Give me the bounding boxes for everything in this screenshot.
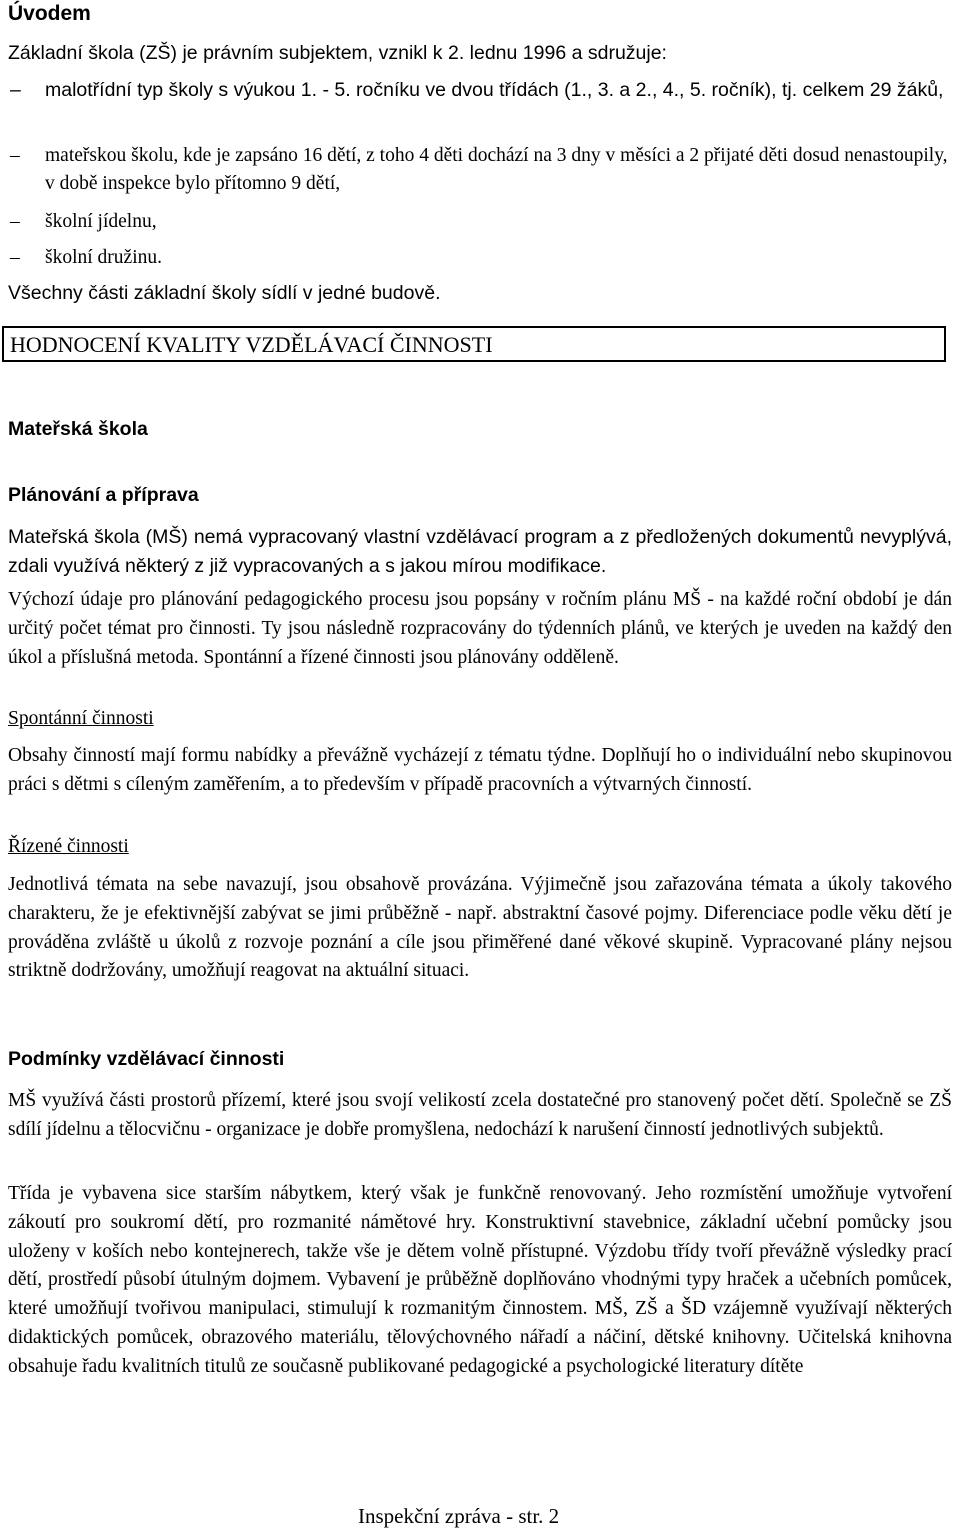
- dash-bullet: –: [10, 247, 20, 268]
- list-item: [8, 208, 952, 236]
- dash-bullet: –: [10, 211, 20, 232]
- list-item-text: malotřídní typ školy s výukou 1. - 5. ročníku ve dvou třídách (1., 3. a 2., 4., 5. ročník), tj. celkem 29 žáků,: [45, 79, 944, 101]
- section-title-box: [2, 326, 946, 362]
- list-item-text: mateřskou školu, kde je zapsáno 16 dětí, z toho 4 děti dochází na 3 dny v měsíci a 2 přijaté děti dosud nenastoupily, v době inspekce bylo přítomno 9 dětí,: [45, 145, 948, 194]
- directed-heading: Řízené činnosti: [8, 836, 129, 857]
- intro-bullet-list: [8, 76, 952, 272]
- dash-bullet: –: [10, 145, 20, 166]
- planning-paragraph-1: Mateřská škola (MŠ) nemá vypracovaný vlastní vzdělávací program a z předložených dokumentů nevyplývá, zdali využívá některý z již vypracovaných a s jakou mírou modifikace.: [8, 526, 952, 577]
- list-item: [8, 142, 952, 198]
- conditions-heading: Podmínky vzdělávací činnosti: [8, 1048, 285, 1070]
- page-footer: Inspekční zpráva - str. 2: [358, 1504, 560, 1528]
- list-item: [8, 76, 952, 132]
- ms-title: Mateřská škola: [8, 418, 148, 440]
- dash-bullet: –: [10, 79, 21, 101]
- intro-line: Základní škola (ZŠ) je právním subjektem, vznikl k 2. lednu 1996 a sdružuje:: [8, 42, 667, 64]
- spontaneous-heading: Spontánní činnosti: [8, 708, 154, 729]
- conditions-paragraph-1: MŠ využívá části prostorů přízemí, které jsou svojí velikostí zcela dostatečné pro stanovený počet dětí. Společně se ZŠ sdílí jídelnu a tělocvičnu - organizace je dobře promyšlena, nedochází k narušení činností jednotlivých subjektů.: [8, 1090, 952, 1140]
- list-item-text: školní jídelnu,: [45, 211, 157, 232]
- planning-paragraph-2: Výchozí údaje pro plánování pedagogického procesu jsou popsány v ročním plánu MŠ - na každé roční období je dán určitý počet témat pro činnosti. Ty jsou následně rozpracovány do týdenních plánů, ve kterých je uveden na každý den úkol a příslušná metoda. Spontánní a řízené činnosti jsou plánovány odděleně.: [8, 589, 952, 668]
- spontaneous-paragraph: Obsahy činností mají formu nabídky a převážně vycházejí z tématu týdne. Doplňují ho o individuální nebo skupinovou práci s dětmi s cíleným zaměřením, a to především v případě pracovních a výtvarných činností.: [8, 745, 952, 795]
- list-item: [8, 244, 952, 272]
- all-parts-sentence: Všechny části základní školy sídlí v jedné budově.: [8, 282, 441, 304]
- conditions-paragraph-2: Třída je vybavena sice starším nábytkem, který však je funkčně renovovaný. Jeho rozmístění umožňuje vytvoření zákoutí pro soukromí dětí, pro rozmanité námětové hry. Konstruktivní stavebnice, základní učební pomůcky jsou uloženy v koších nebo kontejnerech, takže vše je dětem volně přístupné. Výzdobu třídy tvoří převážně výsledky prací dětí, prostředí působí útulným dojmem. Vybavení je průběžně doplňováno vhodnými typy hraček a učebních pomůcek, které umožňují tvořivou manipulaci, stimulují k rozmanitým činnostem. MŠ, ZŠ a ŠD vzájemně využívají některých didaktických pomůcek, obrazového materiálu, tělovýchovného nářadí a náčiní, dětské knihovny. Učitelská knihovna obsahuje řadu kvalitních titulů ze současně publikované pedagogické a psychologické literatury dítěte: [8, 1183, 952, 1377]
- planning-heading: Plánování a příprava: [8, 484, 199, 506]
- list-item-text: školní družinu.: [45, 247, 162, 268]
- intro-heading: Úvodem: [8, 2, 91, 25]
- directed-paragraph: Jednotlivá témata na sebe navazují, jsou obsahově provázána. Výjimečně jsou zařazována témata a úkoly takového charakteru, že je efektivnější zabývat se jimi průběžně - např. abstraktní časové pojmy. Diferenciace podle věku dětí je prováděna zvláště u úkolů z rozvoje poznání a cíle jsou přiměřené dané věkové skupině. Vypracované plány nejsou striktně dodržovány, umožňují reagovat na aktuální situaci.: [8, 874, 952, 982]
- section-title: HODNOCENÍ KVALITY VZDĚLÁVACÍ ČINNOSTI: [10, 332, 493, 357]
